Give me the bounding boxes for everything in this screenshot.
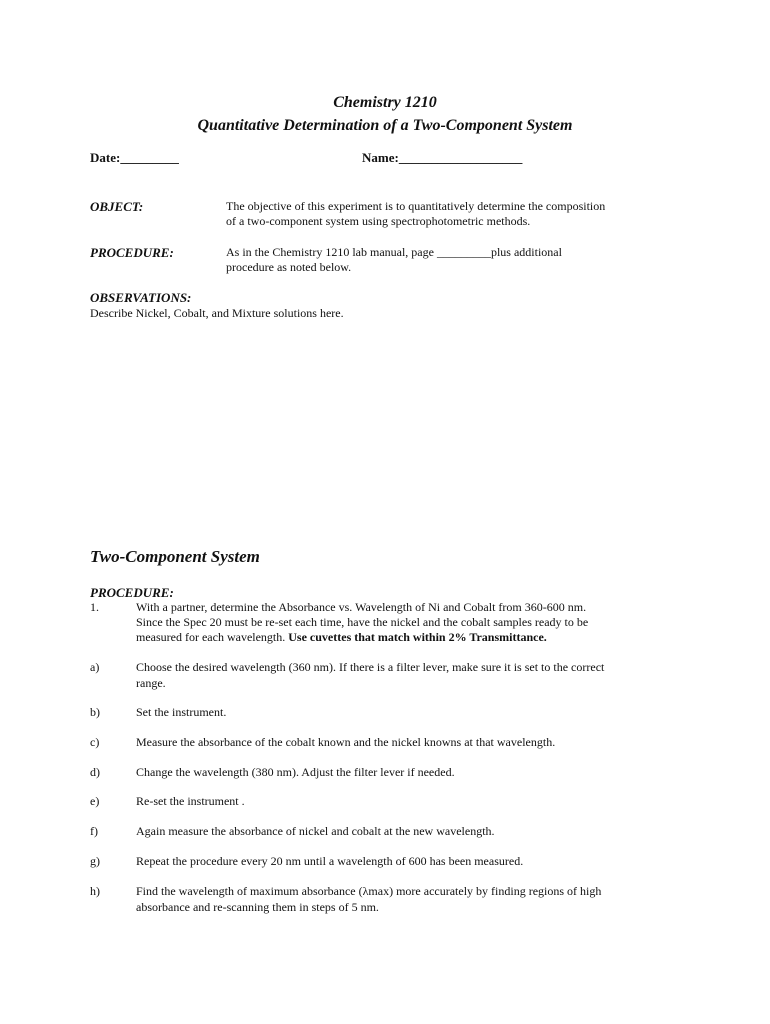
step-1-line3-plain: measured for each wavelength. bbox=[136, 630, 289, 644]
step-d-text: Change the wavelength (380 nm). Adjust the filter lever if needed. bbox=[136, 765, 455, 779]
step-1-line2: Since the Spec 20 must be re-set each time, have the nickel and the cobalt samples ready to be bbox=[136, 615, 589, 629]
two-component-procedure-label: PROCEDURE: bbox=[90, 585, 174, 600]
course-title: Chemistry 1210 bbox=[333, 94, 437, 111]
step-e-text: Re-set the instrument . bbox=[136, 794, 245, 808]
step-b-text: Set the instrument. bbox=[136, 705, 227, 719]
observations-label: OBSERVATIONS: bbox=[90, 290, 192, 305]
object-text-line1: The objective of this experiment is to quantitatively determine the composition bbox=[226, 199, 606, 213]
observations-text: Describe Nickel, Cobalt, and Mixture solutions here. bbox=[90, 306, 344, 320]
date-field-label: Date:_________ bbox=[90, 150, 179, 165]
step-1-marker: 1. bbox=[90, 600, 99, 614]
step-g-marker: g) bbox=[90, 854, 100, 868]
step-1-line1: With a partner, determine the Absorbance vs. Wavelength of Ni and Cobalt from 360-600 nm. bbox=[136, 600, 587, 614]
step-e-marker: e) bbox=[90, 794, 100, 808]
step-b-marker: b) bbox=[90, 705, 100, 719]
step-a-text: Choose the desired wavelength (360 nm). If there is a filter lever, make sure it is set to the correct range. bbox=[136, 660, 605, 690]
object-label: OBJECT: bbox=[90, 199, 144, 214]
step-h-marker: h) bbox=[90, 884, 100, 898]
procedure-text-line1: As in the Chemistry 1210 lab manual, page _________plus additional bbox=[226, 245, 562, 259]
step-g-text: Repeat the procedure every 20 nm until a wavelength of 600 has been measured. bbox=[136, 854, 524, 868]
step-c-text: Measure the absorbance of the cobalt known and the nickel knowns at that wavelength. bbox=[136, 735, 556, 749]
step-f-marker: f) bbox=[90, 824, 98, 838]
procedure-text-line2: procedure as noted below. bbox=[226, 260, 352, 274]
step-c-marker: c) bbox=[90, 735, 100, 749]
name-field-label: Name:___________________ bbox=[362, 150, 523, 165]
object-text-line2: of a two-component system using spectrophotometric methods. bbox=[226, 214, 531, 228]
step-a-marker: a) bbox=[90, 660, 100, 674]
step-1-line3-bold: Use cuvettes that match within 2% Transmittance. bbox=[288, 630, 547, 644]
step-h-text: Find the wavelength of maximum absorbance (λmax) more accurately by finding regions of high absorbance and re-scanning them in steps of 5 nm. bbox=[136, 884, 602, 914]
step-f-text: Again measure the absorbance of nickel and cobalt at the new wavelength. bbox=[136, 824, 495, 838]
procedure-label: PROCEDURE: bbox=[90, 245, 174, 260]
section-heading: Two-Component System bbox=[90, 547, 260, 566]
step-d-marker: d) bbox=[90, 765, 100, 779]
step-1-line3 bbox=[136, 630, 547, 645]
document-title: Quantitative Determination of a Two-Component System bbox=[197, 117, 573, 134]
